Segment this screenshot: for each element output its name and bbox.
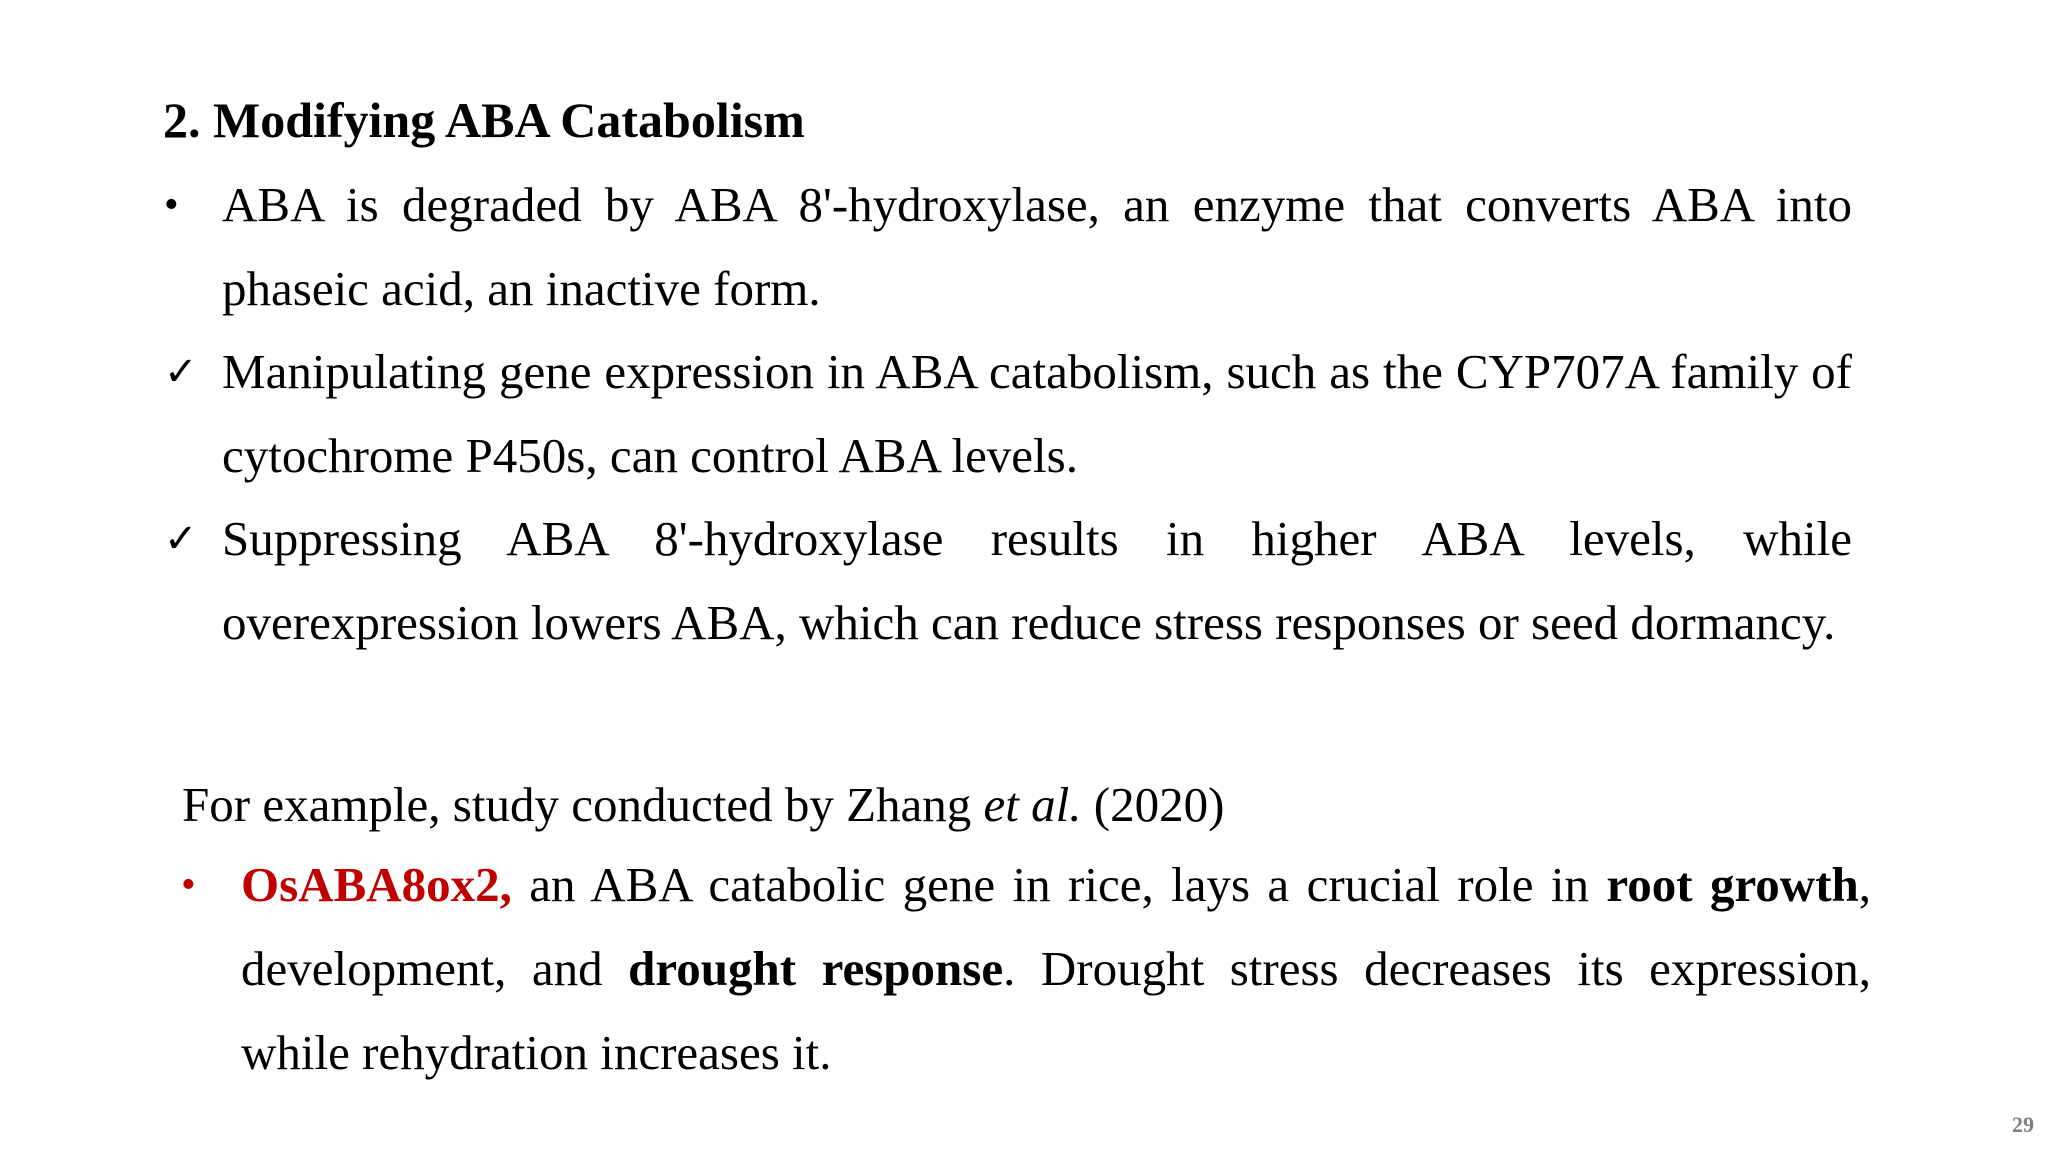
example-line (182, 763, 1224, 847)
slide-heading: 2. Modifying ABA Catabolism (163, 92, 805, 148)
study-bullet (181, 843, 1872, 1095)
example-suffix: (2020) (1081, 777, 1225, 832)
study-bold-drought-response: drought response (628, 941, 1004, 996)
bullet-dot-icon: • (164, 182, 179, 228)
gene-name: OsABA8ox2, (241, 857, 512, 912)
study-text-part-1: an ABA catabolic gene in rice, lays a crucial role in (511, 857, 1607, 912)
checkmark-icon: ✓ (164, 516, 198, 562)
page-number: 29 (2012, 1112, 2034, 1137)
study-text-part-2: , development, and (241, 857, 1872, 996)
bullet-item-1 (164, 163, 1852, 331)
example-italic: et al. (983, 777, 1082, 832)
bullet-dot-icon: • (181, 862, 196, 908)
bullet-text: ABA is degraded by ABA 8'-hydroxylase, an enzyme that converts ABA into phaseic acid, an inactive form. (222, 177, 1852, 316)
checkmark-icon: ✓ (164, 349, 198, 395)
bullet-item-2 (164, 330, 1852, 498)
bullet-item-3 (164, 497, 1852, 665)
bullet-text: Manipulating gene expression in ABA catabolism, such as the CYP707A family of cytochrome P450s, can control ABA levels. (222, 344, 1852, 483)
study-text-part-3: . Drought stress decreases its expression, while rehydration increases it. (241, 941, 1871, 1080)
bullet-text: Suppressing ABA 8'-hydroxylase results in higher ABA levels, while overexpression lowers ABA, which can reduce stress responses or seed dormancy. (222, 511, 1852, 650)
study-bullet-text (241, 843, 1871, 1095)
study-bold-root-growth: root growth (1606, 857, 1859, 912)
example-prefix: For example, study conducted by Zhang (182, 777, 984, 832)
